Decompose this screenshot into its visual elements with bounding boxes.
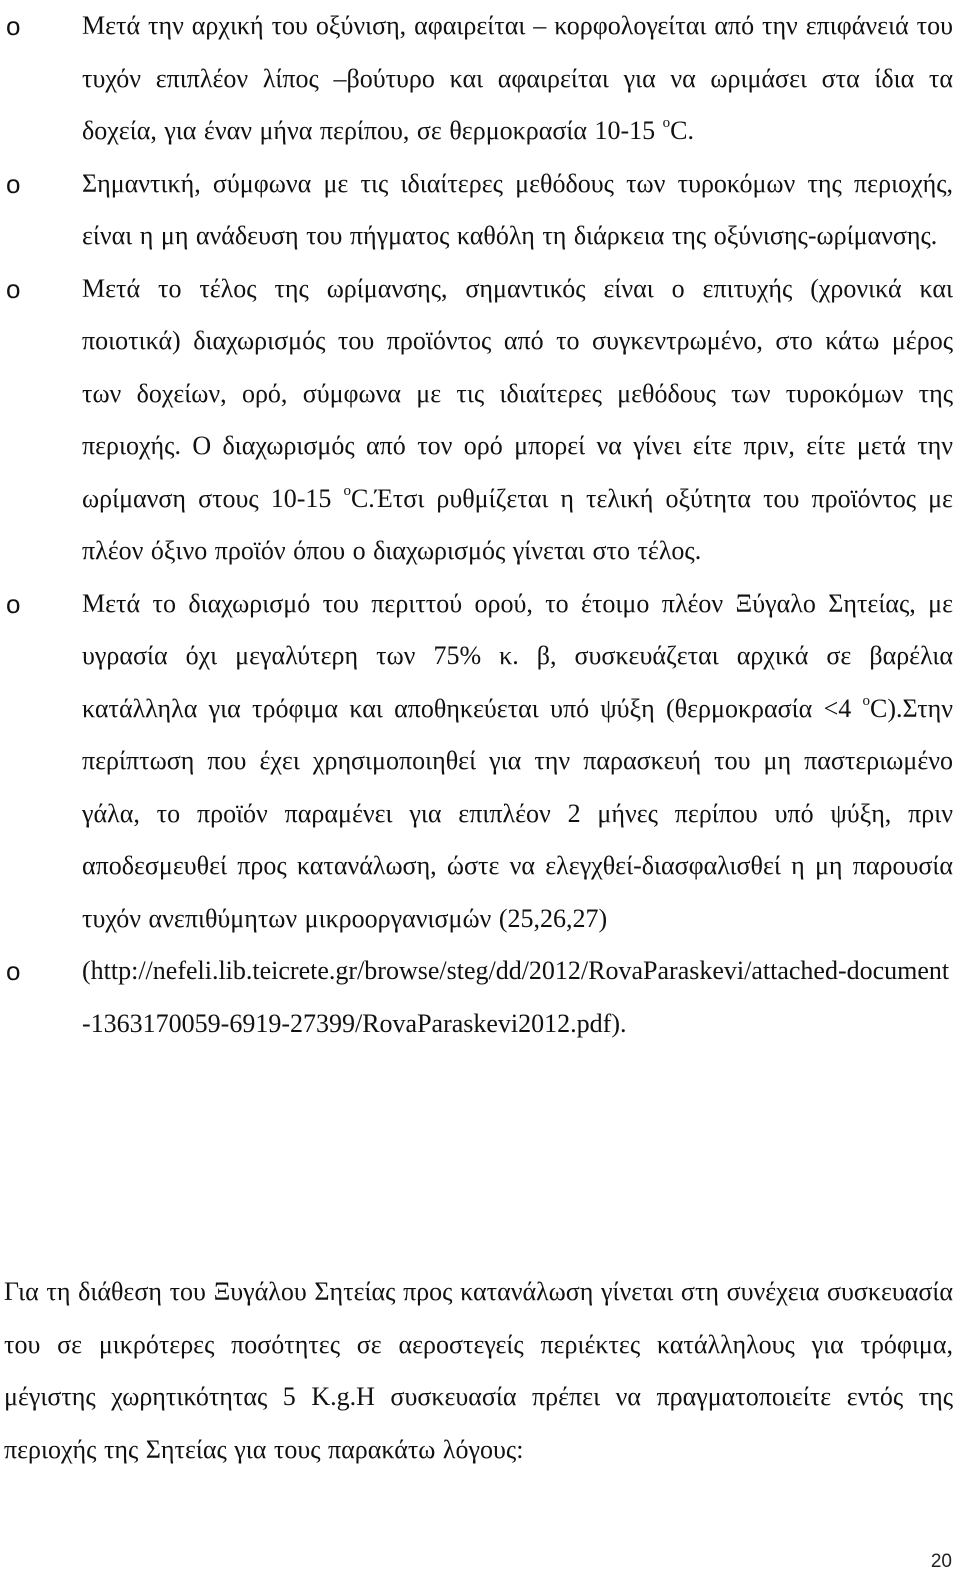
list-item-text [82,0,953,158]
text-segment: Μετά το διαχωρισμό του περιττού ορού, το έτοιμο πλέον Ξύγαλο Σητείας, με υγρασία όχι μεγαλύτερη των 75% κ. β, συσκευάζεται αρχικά σε βαρέλια κατάλληλα για τρόφιμα και αποθηκεύεται υπό ψύξη (θερμοκρασία <4 [82,588,953,723]
text-segment: C. [670,116,694,145]
text-segment: C).Στην περίπτωση που έχει χρησιμοποιηθεί για την παρασκευή του μη παστεριωμένο γάλα, το προϊόν παραμένει για επιπλέον 2 μήνες περίπου υπό ψύξη, πριν αποδεσμευθεί προς κατανάλωση, ώστε να ελεγχθεί-διασφαλισθεί η μη παρουσία τυχόν ανεπιθύμητων μικροοργανισμών (25,26,27) [82,693,953,933]
reference-link-text: (http://nefeli.lib.teicrete.gr/browse/steg/dd/2012/RovaParaskevi/attached-document-1363170059-6919-27399/RovaParaskevi2012.pdf). [82,956,950,1038]
bullet-marker: o [6,273,21,304]
degree-superscript: o [343,482,351,499]
bullet-marker: o [6,11,21,41]
list-item [0,263,960,578]
degree-superscript: o [662,115,671,131]
bullet-marker: o [6,956,21,986]
page-number: 20 [930,1551,952,1572]
bullet-marker: o [6,588,21,619]
bullet-marker: o [6,168,21,199]
list-item [0,158,960,263]
list-item-text [82,263,953,578]
list-item-text [82,578,953,946]
text-segment: Μετά το τέλος της ωρίμανσης, σημαντικός είναι ο επιτυχής (χρονικά και ποιοτικά) διαχωρισμός του προϊόντος από το συγκεντρωμένο, στο κάτω μέρος των δοχείων, ορό, σύμφωνα με τις ιδιαίτερες μεθόδους των τυροκόμων της περιοχής. Ο διαχωρισμός από τον ορό μπορεί να γίνει είτε πριν, είτε μετά την ωρίμανση στους 10-15 [82,273,953,513]
list-item [0,945,960,1050]
text-segment: Μετά την αρχική του οξύνιση, αφαιρείται – κορφολογείται από την επιφάνειά του τυχόν επιπλέον λίπος –βούτυρο και αφαιρείται για να ωριμάσει στα ίδια τα δοχεία, για έναν μήνα περίπου, σε θερμοκρασία 10-15 [82,11,953,145]
list-item-text: Σημαντική, σύμφωνα με τις ιδιαίτερες μεθόδους των τυροκόμων της περιοχής, είναι η μη ανάδευση του πήγματος καθόλη τη διάρκεια της οξύνισης-ωρίμανσης. [82,168,953,250]
text-segment: C.Έτσι ρυθμίζεται η τελική οξύτητα του προϊόντος με πλέον όξινο προϊόν όπου ο διαχωρισμός γίνεται στο τέλος. [82,483,953,565]
list-item [0,578,960,946]
list-item [0,0,960,158]
degree-superscript: o [862,692,871,709]
body-paragraph: Για τη διάθεση του Ξυγάλου Σητείας προς κατανάλωση γίνεται στη συνέχεια συσκευασία του σε μικρότερες ποσότητες σε αεροστεγείς περιέκτες κατάλληλους για τρόφιμα, μέγιστης χωρητικότητας 5 K.g.H συσκευασία πρέπει να πραγματοποιείτε εντός της περιοχής της Σητείας για τους παρακάτω λόγους: [4,1277,953,1464]
